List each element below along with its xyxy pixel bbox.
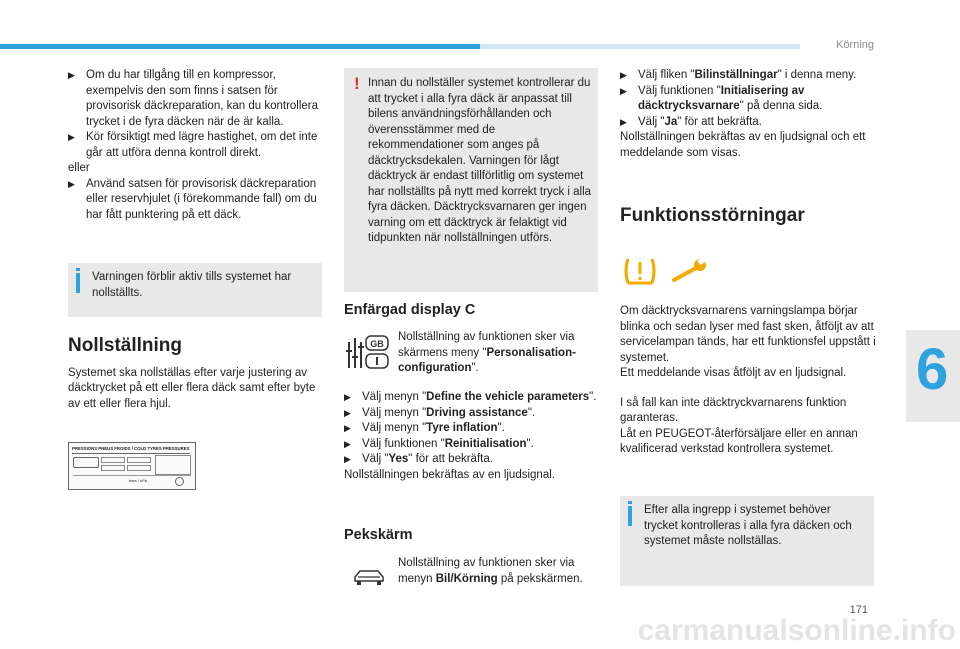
bullet-arrow-icon: ▶ [620, 85, 627, 96]
step-item: ▶ Välj funktionen "Initialisering av däcktrycksvarnare" på denna sida. [620, 84, 823, 112]
step-item: ▶ Välj menyn "Tyre inflation". [344, 421, 600, 437]
reset-paragraph: Systemet ska nollställas efter varje justering av däcktrycket på ett eller flera däck samt efter byte av ett eller flera hjul. [68, 366, 316, 410]
bullet-arrow-icon: ▶ [68, 178, 75, 189]
info-box-2 [620, 496, 874, 586]
display-menu-icon [346, 334, 390, 370]
or-text: eller [68, 162, 90, 174]
info-icon [76, 273, 80, 293]
section-heading: Funktionsstörningar [620, 205, 805, 226]
touchscreen-steps [620, 68, 876, 161]
display-menu-label: GB [370, 339, 384, 349]
bullet-arrow-icon: ▶ [344, 407, 351, 418]
bullet-arrow-icon: ▶ [344, 454, 351, 464]
bullet-arrow-icon: ▶ [344, 438, 351, 449]
bullet-arrow-icon: ▶ [620, 70, 627, 80]
confirm-text: Nollställningen bekräftas av en ljudsignal. [344, 468, 555, 481]
wrench-service-icon [674, 258, 706, 280]
mono-display-section [344, 303, 600, 319]
info-text: Efter alla ingrepp i systemet behöver trycket kontrolleras i alla fyra däcken och systemet måste nollställas. [644, 504, 852, 547]
confirm-text: Nollställningen bekräftas av en ljudsignal och ett meddelande som visas. [620, 131, 866, 159]
header-accent-bar-light [480, 44, 800, 49]
watermark: carmanualsonline.info [637, 614, 956, 647]
section-heading: Pekskärm [344, 527, 413, 543]
bullet-item: ▶ Om du har tillgång till en kompressor, exempelvis den som finns i satsen för provisorisk däckreparation, kan du kontrollera trycket i de fyra däcken när de är kalla. [68, 69, 319, 128]
bullet-arrow-icon: ▶ [68, 70, 75, 80]
bullet-arrow-icon: ▶ [68, 132, 75, 142]
label-note: bars / kPa [129, 478, 148, 483]
step-item: ▶ Välj "Ja" för att bekräfta. [620, 115, 876, 131]
warning-box [344, 68, 598, 292]
warning-icon: ! [354, 74, 360, 93]
chapter-number: 6 [916, 337, 949, 402]
section-label: Körning [836, 39, 874, 51]
header-accent-bar [0, 44, 480, 49]
bullet-item: ▶ Använd satsen för provisorisk däckreparation eller reservhjulet (i förekommande fall) om du har fått punktering på ett däck. [68, 177, 317, 221]
car-touchscreen-icon [352, 566, 386, 588]
column-1 [68, 68, 324, 223]
step-item: ▶ Välj menyn "Define the vehicle parameters". [344, 390, 600, 406]
touchscreen-text: Nollställning av funktionen sker via menyn Bil/Körning på pekskärmen. [398, 557, 583, 585]
mono-display-steps [344, 390, 600, 483]
malfunction-section [620, 205, 876, 226]
bullet-item: ▶ Kör försiktigt med lägre hastighet, om det inte går att utföra denna kontroll direkt. [68, 131, 318, 159]
touchscreen-section [344, 528, 600, 544]
section-heading: Nollställning [68, 335, 182, 356]
bullet-arrow-icon: ▶ [344, 392, 351, 402]
section-heading: Enfärgad display C [344, 302, 476, 318]
step-item: ▶ Välj fliken "Bilinställningar" i denna meny. [620, 68, 876, 84]
step-item: ▶ Välj "Yes" för att bekräfta. [344, 452, 600, 468]
info-icon [628, 506, 632, 526]
mono-display-intro: Nollställning av funktionen sker via skärmens meny "Personalisation-configuration". [398, 331, 576, 374]
info-text: Varningen förblir aktiv tills systemet har nollställts. [92, 271, 292, 299]
step-item: ▶ Välj menyn "Driving assistance". [344, 406, 600, 422]
tyre-pressure-label-icon [68, 442, 196, 490]
label-title: PRESSIONS PNEUS FROIDS / COLD TYRES PRESSURES [72, 446, 190, 451]
warning-text: Innan du nollställer systemet kontrollerar du att trycket i alla fyra däck är anpassat till bilens användningsförhållanden och överensstämmer med de rekommendationer som anges på däcktrycksdekalen. Varningen för lågt däcktryck är endast tillförlitlig om systemet har nollställts på nytt med korrekt tryck i alla fyra däcken. Däcktrycksvarnaren ger ingen varning om ett däcktryck är felaktigt vid tidpunkten när nollställningen utförs. [368, 77, 592, 244]
malfunction-icons [622, 256, 722, 291]
bullet-arrow-icon: ▶ [620, 116, 627, 127]
chapter-tab [906, 330, 960, 422]
malfunction-text: Om däcktrycksvarnarens varningslampa börjar blinka och sedan lyser med fast sken, åtföljt av att servicelampan tänds, har ett funktionsfel uppstått i systemet. Ett meddelande visas åtföljt av en ljudsignal. I så fall kan inte däcktryckvarnarens funktion garanteras. Låt en PEUGEOT-återförsäljare eller en annan kvalificerad verkstad kontrollera systemet. [620, 305, 876, 455]
bullet-arrow-icon: ▶ [344, 423, 351, 433]
tyre-pressure-warning-icon [626, 259, 654, 283]
page-number: 171 [849, 604, 868, 616]
step-item: ▶ Välj funktionen "Reinitialisation". [344, 437, 600, 453]
info-box-1 [68, 263, 322, 317]
reset-section [68, 335, 324, 412]
